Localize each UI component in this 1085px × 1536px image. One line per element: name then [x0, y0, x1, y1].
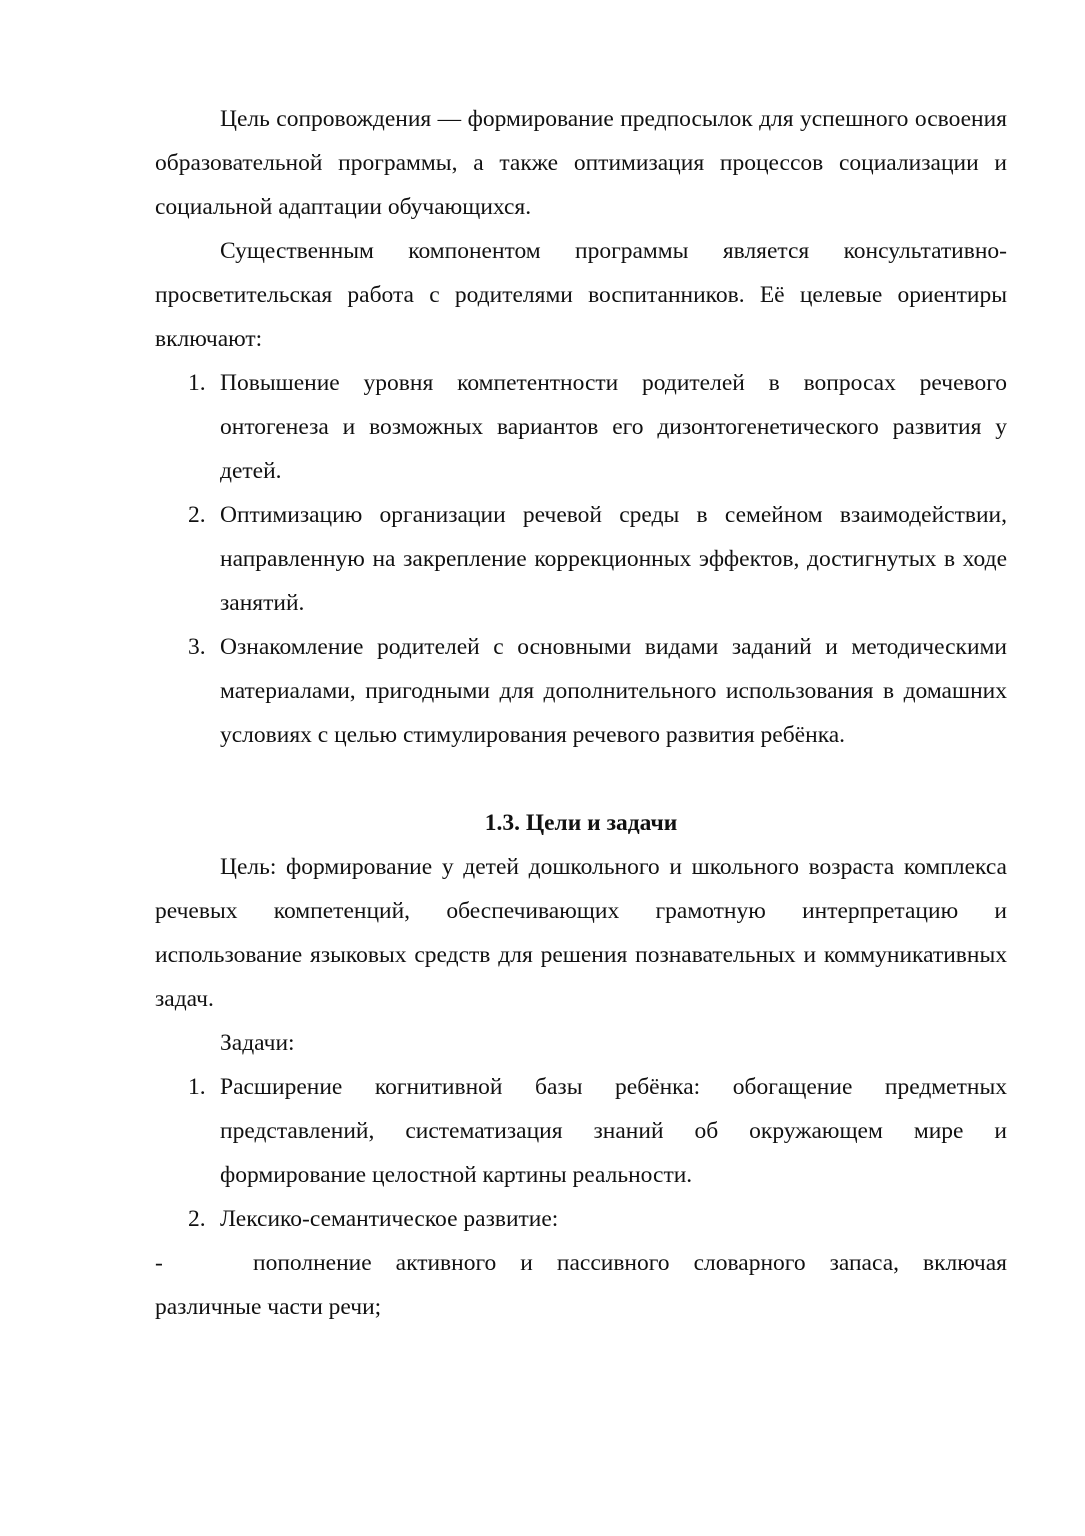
list-item [155, 361, 1007, 493]
list-item-number: 2. [188, 502, 206, 528]
list-item-text: Повышение уровня компетентности родителей в вопросах речевого онтогенеза и возможных вариантов его дизонтогенетического развития у детей. [220, 370, 1007, 484]
section-heading: 1.3. Цели и задачи [484, 810, 678, 836]
program-goal-paragraph: Цель: формирование у детей дошкольного и школьного возраста комплекса речевых компетенций, обеспечивающих грамотную интерпретацию и использование языковых средств для решения познавательных и коммуникативных задач. [155, 854, 1007, 1012]
tasks-label: Задачи: [220, 1030, 295, 1056]
page-content [155, 97, 1007, 1329]
parent-work-paragraph: Существенным компонентом программы является консультативно-просветительская работа с родителями воспитанников. Её целевые ориентиры включают: [155, 238, 1007, 352]
list-item [155, 493, 1007, 625]
list-item-text: Лексико-семантическое развитие: [220, 1206, 559, 1232]
dash-item-text: пополнение активного и пассивного словарного запаса, включая различные части речи; [155, 1250, 1007, 1320]
list-item-number: 3. [188, 634, 206, 660]
dash-list-item [155, 1241, 1007, 1329]
parent-work-list [155, 361, 1007, 757]
list-item-text: Оптимизацию организации речевой среды в семейном взаимодействии, направленную на закрепление коррекционных эффектов, достигнутых в ходе занятий. [220, 502, 1007, 616]
list-item [155, 1065, 1007, 1197]
list-item-text: Расширение когнитивной базы ребёнка: обогащение предметных представлений, систематизация знаний об окружающем мире и формирование целостной картины реальности. [220, 1074, 1007, 1188]
list-item-number: 2. [188, 1206, 206, 1232]
list-item-number: 1. [188, 370, 206, 396]
tasks-list [155, 1065, 1007, 1241]
support-goal-paragraph: Цель сопровождения — формирование предпосылок для успешного освоения образовательной программы, а также оптимизация процессов социализации и социальной адаптации обучающихся. [155, 106, 1007, 220]
list-item [155, 1197, 1007, 1241]
list-item-text: Ознакомление родителей с основными видами заданий и методическими материалами, пригодными для дополнительного использования в домашних условиях с целью стимулирования речевого развития ребёнка. [220, 634, 1007, 748]
list-item-number: 1. [188, 1074, 206, 1100]
list-item [155, 625, 1007, 757]
dash-bullet: - [155, 1250, 163, 1276]
